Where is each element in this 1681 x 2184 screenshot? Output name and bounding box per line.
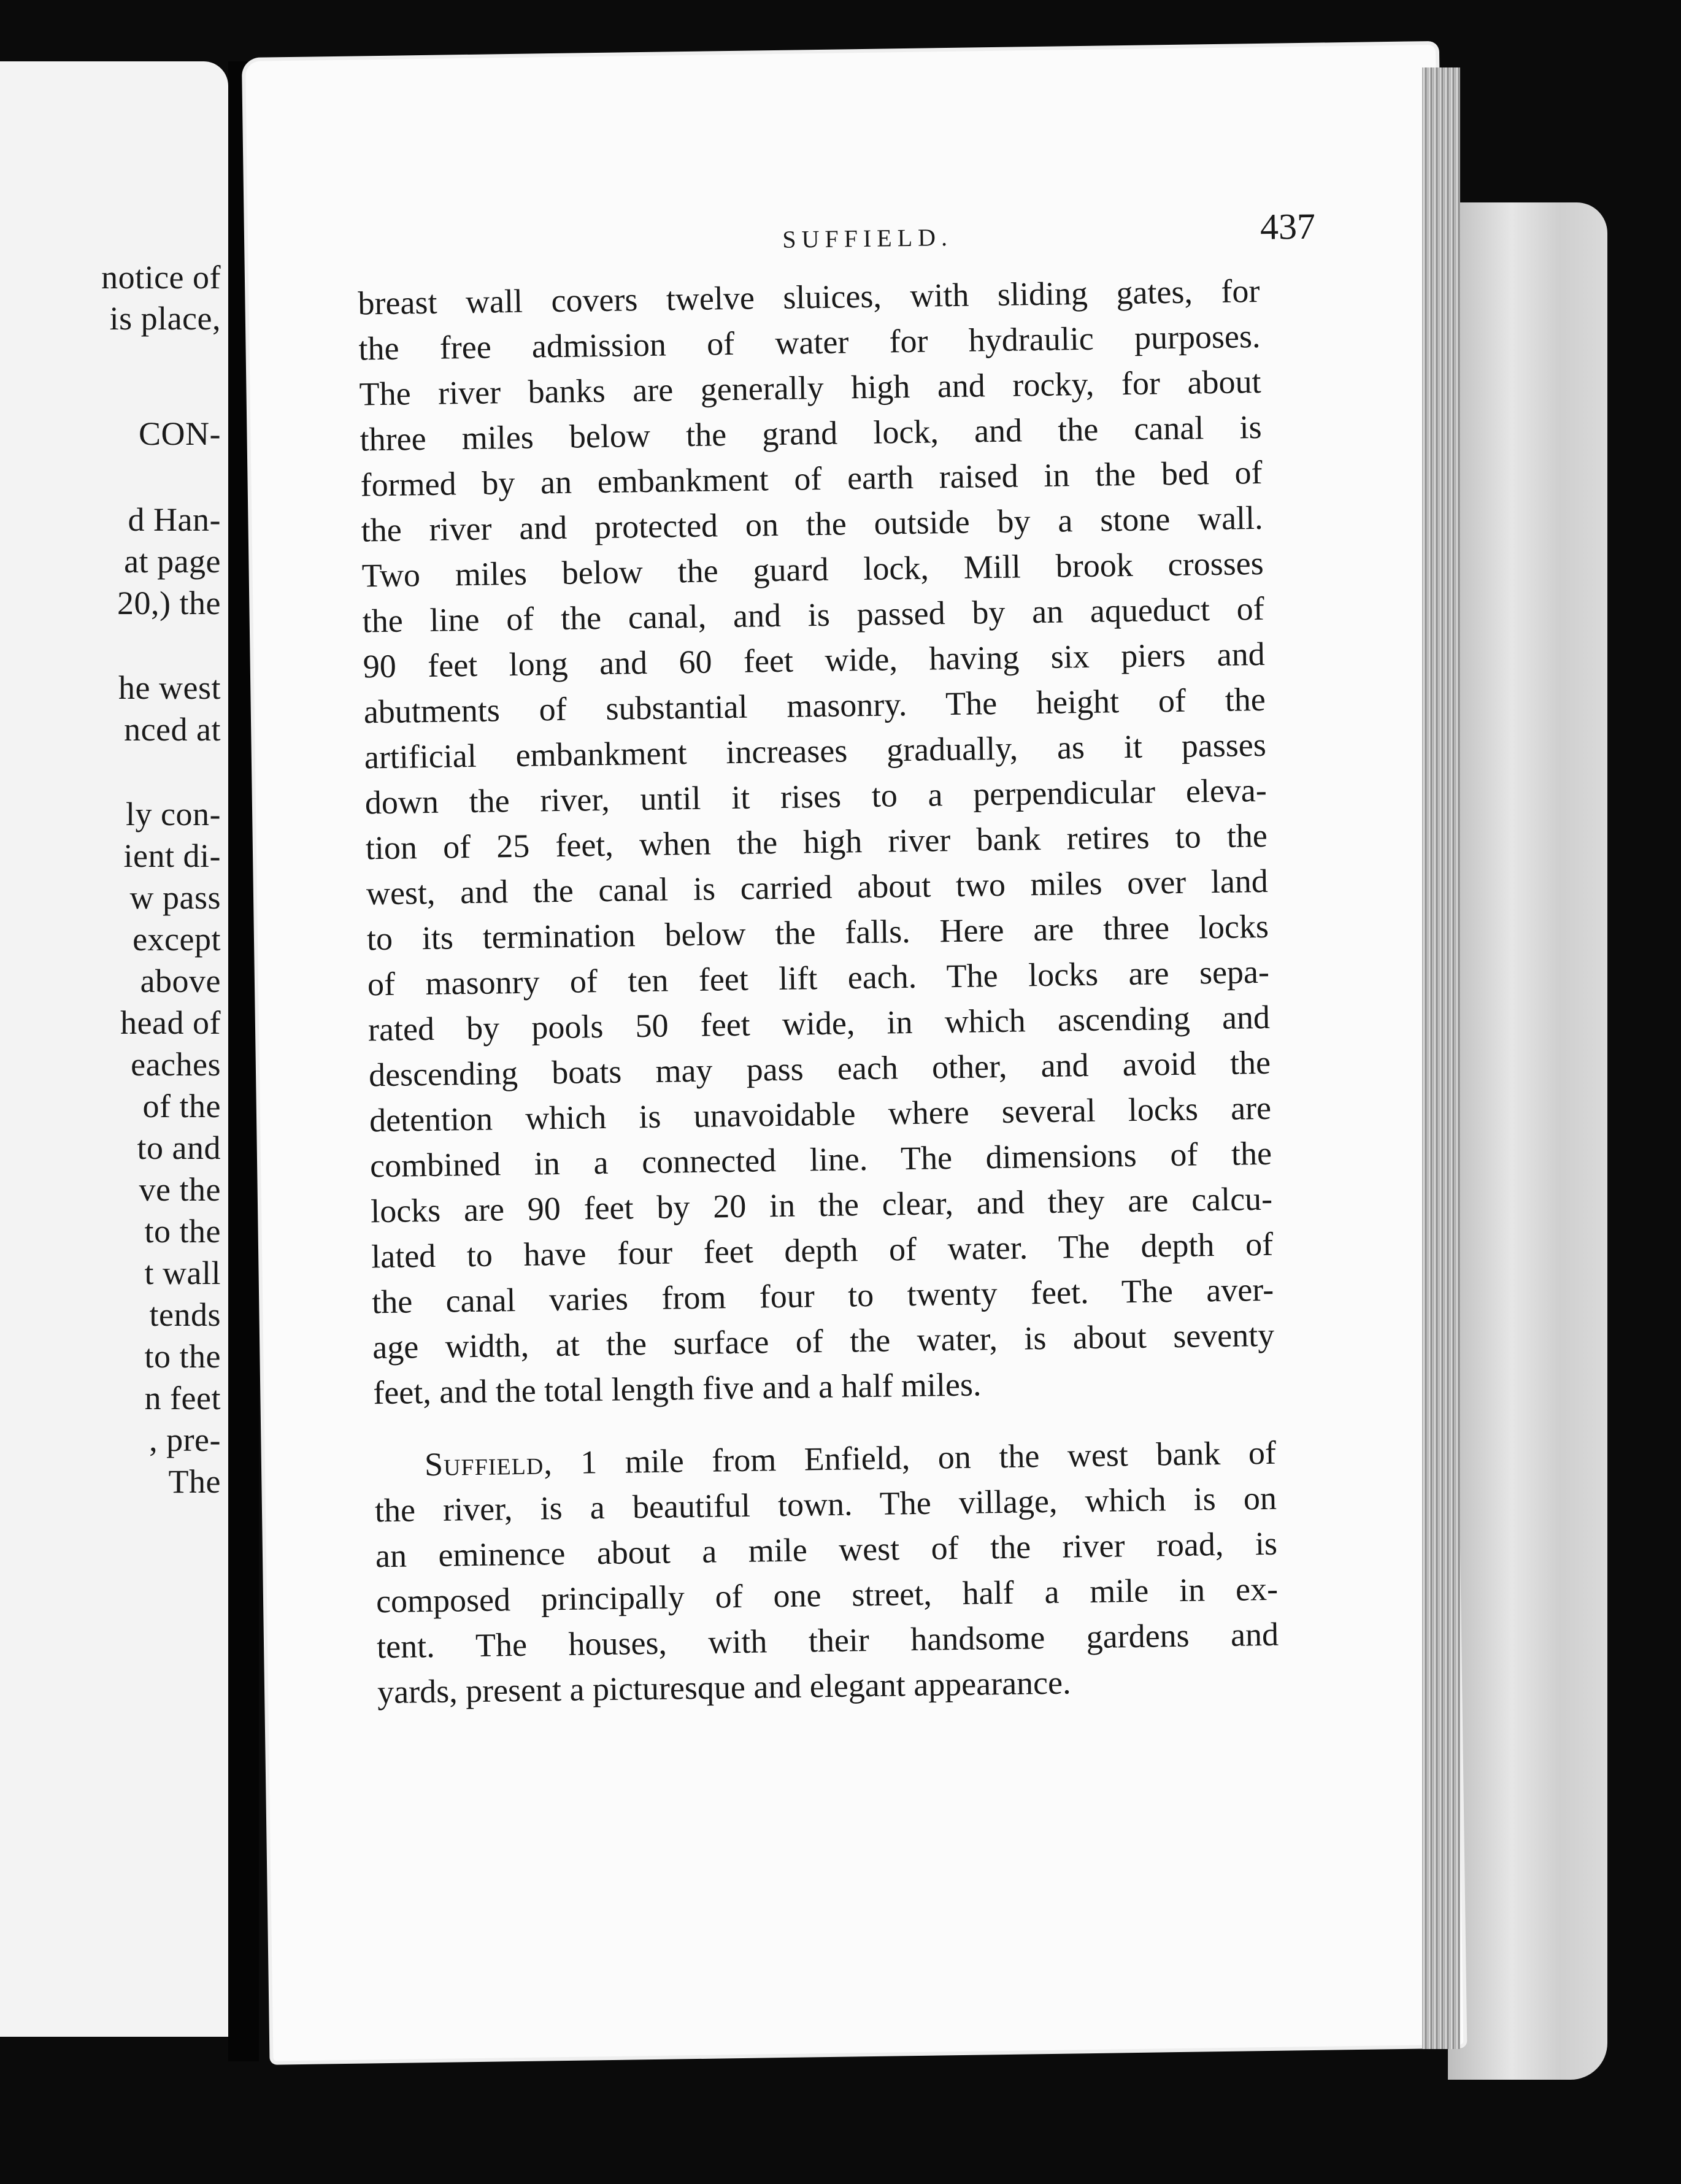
paragraph-line: artificial embankment increases gradually, as it passes: [364, 726, 1267, 776]
paragraph-line: three miles below the grand lock, and the canal is: [360, 408, 1262, 458]
paragraph-line: breast wall covers twelve sluices, with sliding gates, for: [358, 272, 1260, 322]
left-page-line: is place,: [109, 300, 221, 337]
paragraph-line: of masonry of ten feet lift each. The locks are sepa-: [367, 953, 1270, 1003]
left-page-line: to and: [137, 1129, 221, 1166]
left-page-line: above: [140, 963, 221, 999]
left-page-line: head of: [120, 1004, 221, 1041]
left-page-line: of the: [142, 1088, 221, 1125]
paragraph-line: abutments of substantial masonry. The height of the: [363, 680, 1266, 731]
left-page-line: notice of: [101, 259, 221, 296]
paragraph-line: the river, is a beautiful town. The village, which is on: [374, 1479, 1277, 1529]
left-page-line: The: [168, 1463, 221, 1500]
left-page-line: except: [133, 921, 221, 958]
left-page-line: , pre-: [149, 1421, 221, 1458]
left-page-line: to the: [144, 1338, 221, 1375]
paragraph-line: the line of the canal, and is passed by an aqueduct of: [362, 590, 1265, 640]
left-page-line: tends: [149, 1296, 221, 1333]
paragraph-line: rated by pools 50 feet wide, in which ascending and: [367, 998, 1271, 1048]
left-page: [0, 61, 228, 2037]
paragraph-line: an eminence about a mile west of the river road, is: [375, 1525, 1278, 1575]
body-text: [358, 268, 1280, 1715]
left-page-line: ient di-: [123, 837, 221, 874]
left-page-line: eaches: [131, 1046, 221, 1083]
left-page-line: d Han-: [128, 501, 221, 538]
paragraph-line: down the river, until it rises to a perpendicular eleva-: [364, 771, 1267, 821]
paragraph-line: tent. The houses, with their handsome gardens and: [376, 1615, 1279, 1666]
paragraph-line: formed by an embankment of earth raised in the bed of: [360, 453, 1263, 504]
left-page-line: he west: [118, 669, 221, 706]
paragraph-line: lated to have four feet depth of water. The depth of: [371, 1225, 1274, 1275]
paragraph-line: to its termination below the falls. Here are three locks: [366, 907, 1269, 958]
paragraph-line: west, and the canal is carried about two miles over land: [366, 862, 1269, 912]
left-page-line: n feet: [144, 1380, 221, 1417]
paragraph-line: Two miles below the guard lock, Mill brook crosses: [361, 544, 1264, 594]
left-page-line: to the: [144, 1213, 221, 1250]
left-page-line: ly con-: [126, 796, 221, 832]
left-page-line: CON-: [139, 415, 221, 452]
page-edges: [1422, 67, 1460, 2049]
paragraph-line: the free admission of water for hydraulic purposes.: [358, 317, 1261, 367]
paragraph-line: combined in a connected line. The dimensions of the: [369, 1134, 1272, 1185]
paragraph-line: age width, at the surface of the water, is about seventy: [372, 1316, 1275, 1366]
paragraph-line: yards, present a picturesque and elegant appearance.: [377, 1664, 1071, 1711]
left-page-line: at page: [124, 543, 221, 580]
paragraph-line: descending boats may pass each other, and avoid the: [368, 1044, 1271, 1094]
left-page-line: w pass: [129, 879, 221, 916]
paragraph-2: [374, 1430, 1279, 1715]
running-head: SUFFIELD.: [782, 223, 953, 253]
place-name-suffield: Suffield,: [424, 1444, 553, 1483]
left-page-line: 20,) the: [117, 585, 221, 621]
left-page-line: ve the: [139, 1171, 221, 1208]
paragraph-line: composed principally of one street, half a mile in ex-: [375, 1570, 1279, 1620]
paragraph-line: 90 feet long and 60 feet wide, having six piers and: [363, 635, 1266, 685]
back-leaves: [1448, 202, 1607, 2080]
paragraph-1: [358, 268, 1275, 1415]
paragraph-line: the river and protected on the outside by a stone wall.: [361, 499, 1263, 549]
left-page-line: nced at: [124, 711, 221, 748]
main-page: [245, 45, 1463, 2061]
paragraph-line: The river banks are generally high and rocky, for about: [359, 363, 1261, 413]
paragraph-2-first-line: 1 mile from Enfield, on the west bank of: [552, 1434, 1277, 1482]
paragraph-line: locks are 90 feet by 20 in the clear, and they are calcu-: [370, 1180, 1273, 1230]
left-page-line: t wall: [144, 1255, 221, 1291]
page-number: 437: [1260, 206, 1316, 247]
paragraph-line: the canal varies from four to twenty feet. The aver-: [371, 1271, 1274, 1321]
paragraph-line: tion of 25 feet, when the high river bank retires to the: [365, 817, 1268, 867]
paragraph-line: detention which is unavoidable where several locks are: [369, 1089, 1272, 1139]
paragraph-line: feet, and the total length five and a half miles.: [372, 1366, 982, 1412]
